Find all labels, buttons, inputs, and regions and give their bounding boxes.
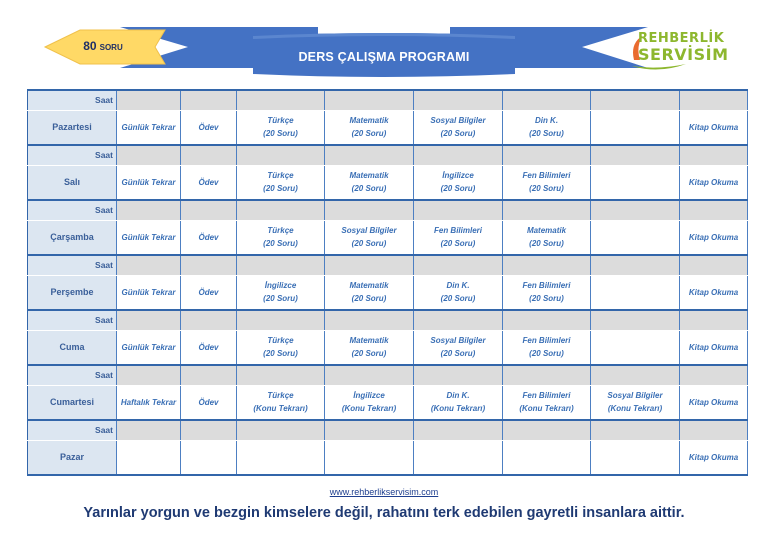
- subject-cell: Kitap Okuma: [680, 220, 748, 255]
- question-count-badge: [58, 38, 148, 54]
- hour-cell: [117, 420, 181, 440]
- hour-cell: [237, 365, 325, 385]
- day-name: Çarşamba: [28, 220, 117, 255]
- hour-cell: [503, 200, 591, 220]
- subject-cell: [591, 110, 680, 145]
- subject-cell: [181, 440, 237, 475]
- hour-cell: [680, 420, 748, 440]
- subject-cell: [591, 165, 680, 200]
- hour-cell: [414, 200, 503, 220]
- hour-cell: [325, 365, 414, 385]
- subject-cell: Din K. (20 Soru): [503, 110, 591, 145]
- hour-cell: [591, 255, 680, 275]
- subject-cell: Sosyal Bilgiler (20 Soru): [414, 110, 503, 145]
- hour-label: Saat: [28, 90, 117, 110]
- hour-label: Saat: [28, 310, 117, 330]
- hour-row: [28, 365, 748, 385]
- page-title: DERS ÇALIŞMA PROGRAMI: [298, 50, 470, 64]
- subject-cell: [503, 440, 591, 475]
- hour-cell: [325, 255, 414, 275]
- subject-cell: [237, 440, 325, 475]
- hour-cell: [680, 255, 748, 275]
- hour-cell: [325, 420, 414, 440]
- day-row: [28, 220, 748, 255]
- hour-cell: [325, 200, 414, 220]
- subject-cell: Fen Bilimleri (20 Soru): [503, 275, 591, 310]
- subject-cell: Türkçe (20 Soru): [237, 165, 325, 200]
- hour-cell: [591, 90, 680, 110]
- hour-cell: [117, 310, 181, 330]
- subject-cell: Matematik (20 Soru): [325, 165, 414, 200]
- subject-cell: Türkçe (Konu Tekrarı): [237, 385, 325, 420]
- website-link[interactable]: www.rehberlikservisim.com: [329, 487, 439, 497]
- subject-cell: [591, 330, 680, 365]
- hour-cell: [237, 255, 325, 275]
- subject-cell: İngilizce (20 Soru): [237, 275, 325, 310]
- hour-cell: [414, 365, 503, 385]
- day-name: Cuma: [28, 330, 117, 365]
- hour-cell: [181, 420, 237, 440]
- subject-cell: Türkçe (20 Soru): [237, 220, 325, 255]
- hour-row: [28, 200, 748, 220]
- subject-cell: Günlük Tekrar: [117, 220, 181, 255]
- subject-cell: Din K. (20 Soru): [414, 275, 503, 310]
- hour-cell: [680, 145, 748, 165]
- hour-cell: [503, 145, 591, 165]
- day-row: [28, 275, 748, 310]
- subject-cell: Matematik (20 Soru): [325, 330, 414, 365]
- subject-cell: Ödev: [181, 330, 237, 365]
- hour-cell: [181, 365, 237, 385]
- day-row: [28, 440, 748, 475]
- badge-count: 80: [83, 39, 97, 53]
- subject-cell: [591, 440, 680, 475]
- subject-cell: Ödev: [181, 220, 237, 255]
- subject-cell: Sosyal Bilgiler (20 Soru): [414, 330, 503, 365]
- subject-cell: Ödev: [181, 110, 237, 145]
- hour-cell: [237, 90, 325, 110]
- subject-cell: İngilizce (Konu Tekrarı): [325, 385, 414, 420]
- hour-cell: [414, 420, 503, 440]
- hour-cell: [503, 90, 591, 110]
- hour-cell: [237, 310, 325, 330]
- hour-cell: [591, 420, 680, 440]
- hour-cell: [591, 310, 680, 330]
- day-row: [28, 165, 748, 200]
- subject-cell: Sosyal Bilgiler (Konu Tekrarı): [591, 385, 680, 420]
- subject-cell: Ödev: [181, 165, 237, 200]
- hour-cell: [414, 145, 503, 165]
- hour-cell: [325, 90, 414, 110]
- hour-cell: [503, 420, 591, 440]
- subject-cell: Kitap Okuma: [680, 330, 748, 365]
- subject-cell: Türkçe (20 Soru): [237, 330, 325, 365]
- subject-cell: [591, 220, 680, 255]
- hour-cell: [325, 310, 414, 330]
- subject-cell: Günlük Tekrar: [117, 165, 181, 200]
- hour-cell: [591, 145, 680, 165]
- subject-cell: Kitap Okuma: [680, 165, 748, 200]
- subject-cell: Ödev: [181, 385, 237, 420]
- hour-cell: [117, 365, 181, 385]
- hour-cell: [117, 145, 181, 165]
- hour-cell: [325, 145, 414, 165]
- subject-cell: Fen Bilimleri (20 Soru): [414, 220, 503, 255]
- subject-cell: Fen Bilimleri (Konu Tekrarı): [503, 385, 591, 420]
- hour-label: Saat: [28, 365, 117, 385]
- hour-cell: [181, 90, 237, 110]
- hour-row: [28, 310, 748, 330]
- hour-label: Saat: [28, 200, 117, 220]
- day-name: Pazar: [28, 440, 117, 475]
- subject-cell: Sosyal Bilgiler (20 Soru): [325, 220, 414, 255]
- hour-cell: [680, 365, 748, 385]
- subject-cell: İngilizce (20 Soru): [414, 165, 503, 200]
- subject-cell: Matematik (20 Soru): [325, 110, 414, 145]
- study-schedule-table: [27, 89, 748, 476]
- subject-cell: Matematik (20 Soru): [325, 275, 414, 310]
- hour-cell: [117, 200, 181, 220]
- subject-cell: Günlük Tekrar: [117, 275, 181, 310]
- hour-cell: [503, 365, 591, 385]
- header-banner: [0, 0, 768, 86]
- hour-label: Saat: [28, 145, 117, 165]
- day-name: Perşembe: [28, 275, 117, 310]
- hour-row: [28, 145, 748, 165]
- day-row: [28, 330, 748, 365]
- subject-cell: [414, 440, 503, 475]
- day-row: [28, 385, 748, 420]
- hour-cell: [181, 255, 237, 275]
- hour-cell: [591, 365, 680, 385]
- hour-cell: [680, 200, 748, 220]
- hour-cell: [414, 310, 503, 330]
- hour-cell: [680, 90, 748, 110]
- day-row: [28, 110, 748, 145]
- hour-cell: [503, 255, 591, 275]
- logo-line2: SERVİSİM: [638, 45, 729, 64]
- brand-logo: [628, 30, 728, 70]
- badge-unit: SORU: [99, 42, 123, 52]
- day-name: Pazartesi: [28, 110, 117, 145]
- hour-cell: [117, 90, 181, 110]
- subject-cell: Haftalık Tekrar: [117, 385, 181, 420]
- hour-cell: [237, 420, 325, 440]
- subject-cell: [117, 440, 181, 475]
- subject-cell: Kitap Okuma: [680, 385, 748, 420]
- hour-row: [28, 90, 748, 110]
- subject-cell: Matematik (20 Soru): [503, 220, 591, 255]
- subject-cell: Günlük Tekrar: [117, 110, 181, 145]
- hour-cell: [181, 310, 237, 330]
- hour-row: [28, 420, 748, 440]
- logo-line1: REHBERLİK: [638, 31, 725, 46]
- hour-cell: [503, 310, 591, 330]
- hour-label: Saat: [28, 255, 117, 275]
- motto-text: Yarınlar yorgun ve bezgin kimselere değil, rahatını terk edebilen gayretli insanlara aittir.: [83, 505, 685, 521]
- hour-cell: [237, 200, 325, 220]
- subject-cell: Fen Bilimleri (20 Soru): [503, 330, 591, 365]
- subject-cell: [591, 275, 680, 310]
- subject-cell: Din K. (Konu Tekrarı): [414, 385, 503, 420]
- subject-cell: Ödev: [181, 275, 237, 310]
- subject-cell: [325, 440, 414, 475]
- subject-cell: Kitap Okuma: [680, 440, 748, 475]
- hour-cell: [237, 145, 325, 165]
- hour-cell: [680, 310, 748, 330]
- subject-cell: Kitap Okuma: [680, 275, 748, 310]
- subject-cell: Günlük Tekrar: [117, 330, 181, 365]
- hour-row: [28, 255, 748, 275]
- day-name: Cumartesi: [28, 385, 117, 420]
- hour-label: Saat: [28, 420, 117, 440]
- subject-cell: Kitap Okuma: [680, 110, 748, 145]
- subject-cell: Fen Bilimleri (20 Soru): [503, 165, 591, 200]
- hour-cell: [414, 255, 503, 275]
- hour-cell: [591, 200, 680, 220]
- hour-cell: [414, 90, 503, 110]
- schedule-body: [28, 90, 748, 475]
- subject-cell: Türkçe (20 Soru): [237, 110, 325, 145]
- day-name: Salı: [28, 165, 117, 200]
- hour-cell: [117, 255, 181, 275]
- hour-cell: [181, 200, 237, 220]
- hour-cell: [181, 145, 237, 165]
